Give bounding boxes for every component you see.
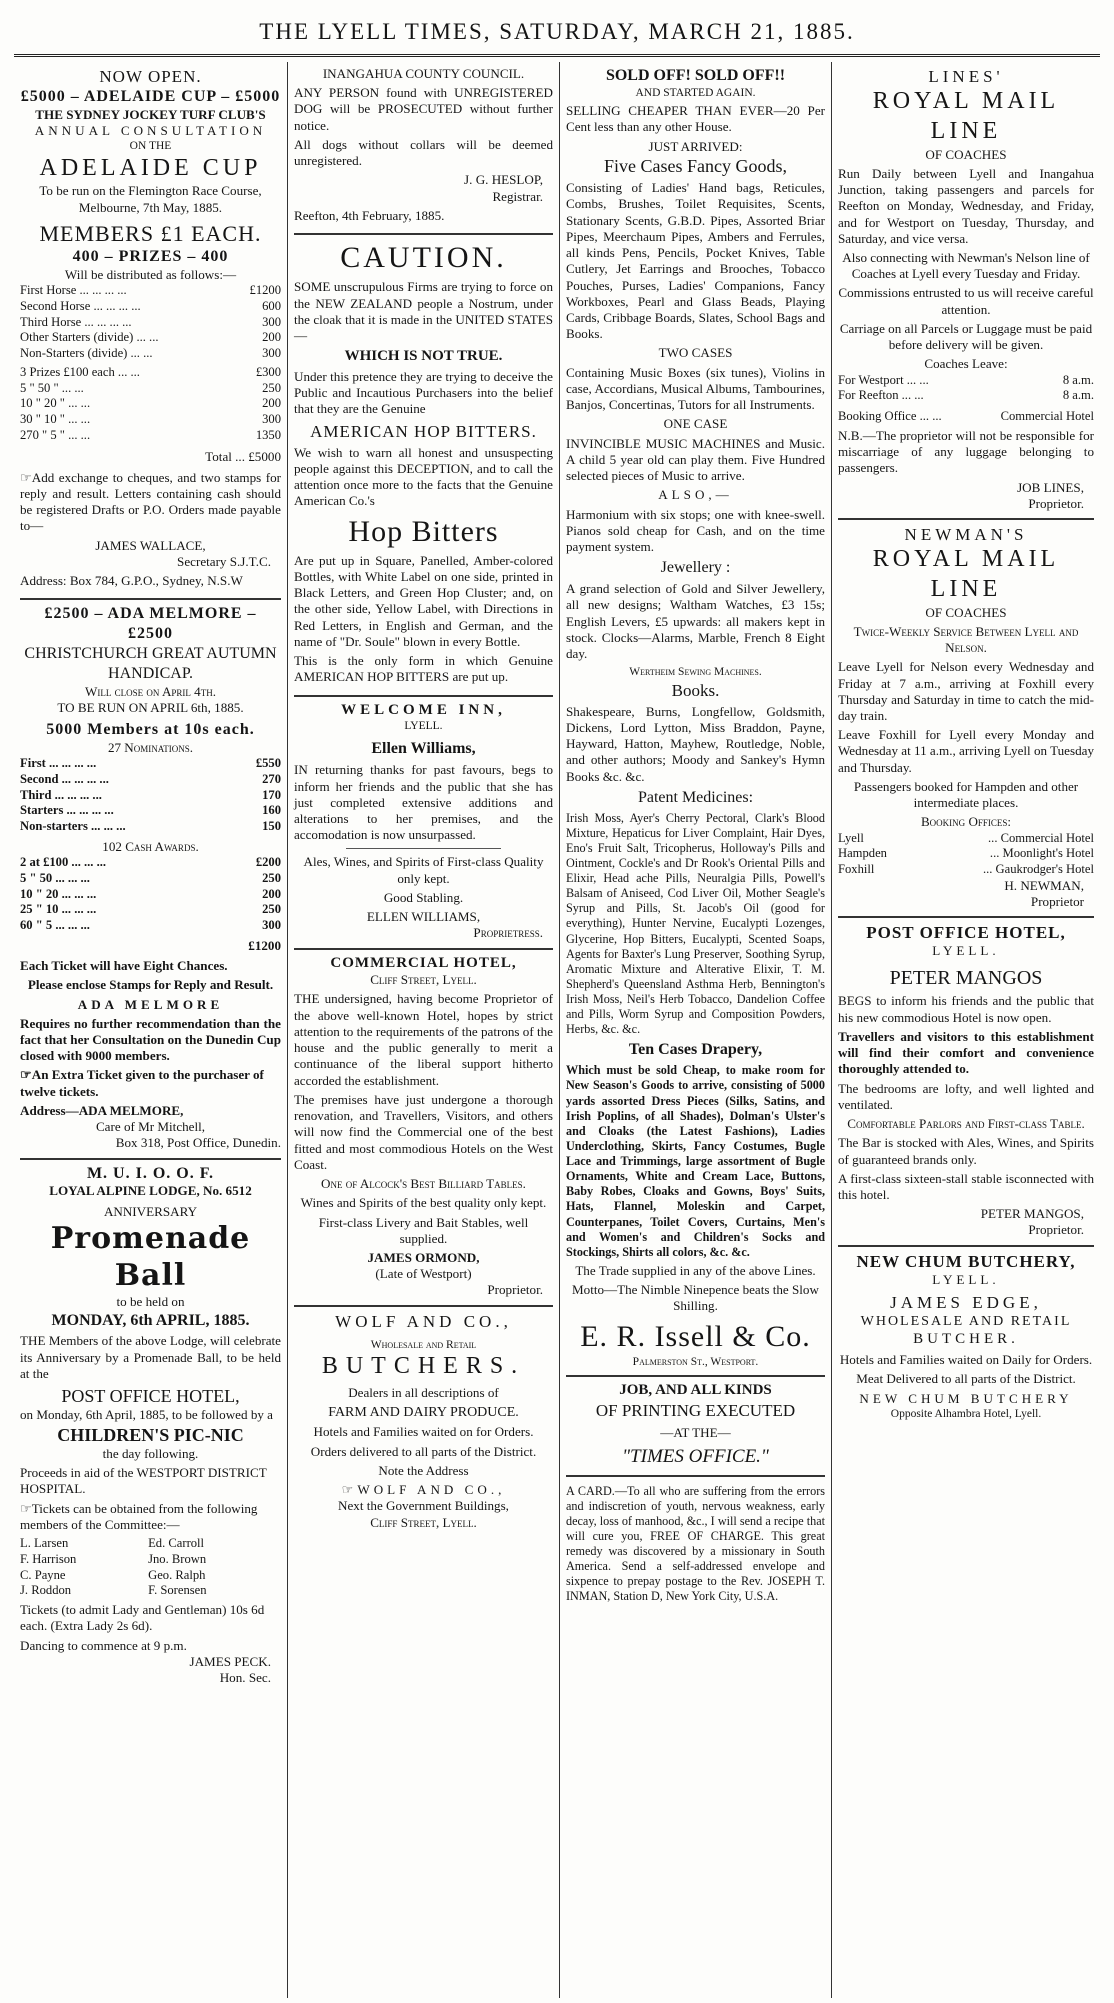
- table-row: [20, 772, 281, 788]
- consisting: Consisting of Ladies' Hand bags, Reticules, Combs, Brushes, Toilet Requisites, Scents, Stationary Scents, G.B.D. Pipes, Assorted Briar Pipes, Meerchaum Pipes, Ambers and Ferrules, all kinds Pens, Pencils, Pocket Knives, Table Cutlery, Jet Earrings and Brooches, Tobacco Pouches, Purses, Ladies' Companions, Fancy Workboxes, Pearl and Glass Beads, Playing Cards, Cribbage Boards, Slates, School Bags and Books.: [566, 180, 825, 342]
- table-row: [20, 396, 281, 412]
- shakespeare: Shakespeare, Burns, Longfellow, Goldsmith, Dickens, Lord Lytton, Miss Braddon, Payne, Hayward, Hatton, Mayhew, Routledge, Noble, and other authors; Moody and Sankey's Hymn Books &c. &c.: [566, 703, 825, 784]
- label: Foxhill: [838, 862, 875, 877]
- stable: A first-class sixteen-stall stable isconnected with this hotel.: [838, 1170, 1094, 1202]
- proceeds: Proceeds in aid of the WESTPORT DISTRICT HOSPITAL.: [20, 1465, 267, 1497]
- value: 300: [262, 918, 281, 933]
- livery: First-class Livery and Bait Stables, well supplied.: [318, 1214, 529, 1246]
- dist-table-2: [20, 365, 281, 444]
- heslop: J. G. HESLOP,: [464, 172, 543, 188]
- proprietor: Proprietor.: [487, 1282, 543, 1298]
- palmerston: Palmerston St., Westport.: [632, 1355, 759, 1368]
- premises: The premises have just undergone a thorough renovation, and Travellers, Visitors, and others will now find the Commercial one of the best fitted and most commodious Hotels on the West Coast.: [294, 1091, 553, 1172]
- put-up: Are put up in Square, Panelled, Amber-colored Bottles, with White Label on one side, printed in Black Letters, and Green Hop Cluster; and, on the other side, Yellow Label, with Directions in Red Letters, in English and German, and the name of "Dr. Soule" blown in every Bottle.: [294, 552, 553, 649]
- leave-table: [838, 373, 1094, 404]
- table-row: [20, 315, 281, 331]
- anniversary: ANNIVERSARY: [103, 1203, 198, 1219]
- committee-table: [20, 1536, 281, 1599]
- label: Second ... ... ... ...: [20, 771, 109, 786]
- post-office: POST OFFICE HOTEL,: [866, 923, 1066, 943]
- offices-table: [838, 831, 1094, 878]
- music: Containing Music Boxes (six tunes), Violins in case, Accordians, Musical Albums, Tambourines, Banjos, Concertinas, Tutors for all Instruments.: [566, 364, 825, 413]
- issell: E. R. Issell & Co.: [580, 1319, 811, 1353]
- masthead: THE LYELL TIMES, SATURDAY, MARCH 21, 1885.: [259, 19, 855, 44]
- reefton-date: Reefton, 4th February, 1885.: [294, 207, 445, 223]
- commissions: Commissions entrusted to us will receive careful attention.: [838, 285, 1094, 317]
- value: 300: [262, 346, 281, 361]
- jewellery: Jewellery :: [660, 559, 731, 577]
- value: 200: [262, 396, 281, 411]
- booking-table: [838, 409, 1094, 425]
- column-4: [832, 62, 1100, 1998]
- value: £200: [255, 855, 281, 870]
- started: AND STARTED AGAIN.: [635, 86, 756, 99]
- note: Note the Address: [378, 1462, 469, 1478]
- table-row: [20, 412, 281, 428]
- dealers: Dealers in all descriptions of: [348, 1384, 499, 1400]
- label: Other Starters (divide) ... ...: [20, 330, 159, 345]
- label: For Westport ... ...: [838, 372, 929, 387]
- table-row: [20, 855, 281, 871]
- wolf-addr: ☞WOLF AND CO.,: [341, 1482, 506, 1498]
- christchurch: CHRISTCHURCH GREAT AUTUMN HANDICAP.: [24, 645, 277, 682]
- cliff2: Cliff Street, Lyell.: [370, 1514, 477, 1530]
- new-chum-ad: [838, 1247, 1094, 1427]
- label: Second Horse ... ... ... ...: [20, 298, 141, 313]
- table-row: [20, 887, 281, 903]
- ellen-sig: ELLEN WILLIAMS,: [366, 909, 481, 925]
- table-row: [838, 409, 1094, 425]
- new-chum-2: NEW CHUM BUTCHERY: [859, 1390, 1073, 1406]
- label: For Reefton ... ...: [838, 388, 924, 403]
- address: Address: Box 784, G.P.O., Sydney, N.S.W: [20, 573, 243, 589]
- day-following: the day following.: [102, 1445, 199, 1461]
- newmans: NEWMAN'S: [904, 525, 1028, 544]
- table-row: [20, 918, 281, 934]
- hotels: Hotels and Families waited on for Orders.: [313, 1424, 534, 1440]
- motto: Motto—The Nimble Ninepence beats the Slow Shilling.: [572, 1282, 819, 1314]
- label: Starters ... ... ... ...: [20, 803, 114, 818]
- proprietor2: Proprietor: [1030, 894, 1084, 910]
- of-coaches-2: OF COACHES: [925, 604, 1007, 620]
- table-row: [20, 871, 281, 887]
- newman: H. NEWMAN,: [1004, 877, 1084, 893]
- table-row: [838, 846, 1094, 862]
- total: Total ... £5000: [205, 448, 281, 464]
- also-conn: Also connecting with Newman's Nelson line of Coaches at Lyell every Tuesday and Friday.: [842, 249, 1090, 282]
- member: J. Roddon: [20, 1583, 72, 1598]
- care-of: Care of Mr Mitchell,: [95, 1119, 206, 1135]
- lodge-ad: [20, 1160, 281, 1693]
- sold-off: SOLD OFF! SOLD OFF!!: [605, 67, 786, 84]
- tickets: ☞Tickets can be obtained from the following members of the Committee:—: [20, 1500, 258, 1532]
- value: 200: [262, 330, 281, 345]
- opposite: Opposite Alhambra Hotel, Lyell.: [890, 1407, 1042, 1420]
- harmonium: Harmonium with six stops; one with knee-swell. Pianos sold cheap for Cash, and on the time payment system.: [566, 506, 825, 555]
- wallace-title: Secretary S.J.T.C.: [177, 553, 271, 569]
- hotels-fam: Hotels and Families waited on Daily for Orders.: [839, 1352, 1093, 1368]
- wolf: WOLF AND CO.,: [335, 1311, 512, 1331]
- box: Box 318, Post Office, Dunedin.: [115, 1135, 281, 1151]
- billiard: One of Alcock's Best Billiard Tables.: [321, 1176, 526, 1192]
- lyell2: LYELL.: [932, 943, 1000, 959]
- royal-mail-2: ROYAL MAIL LINE: [872, 546, 1060, 602]
- requires: Requires no further recommendation than the fact that her Consultation on the Dunedin Cup closed with 9000 members.: [20, 1015, 281, 1064]
- registrar: Registrar.: [492, 188, 543, 204]
- label: 270 " 5 " ... ...: [20, 427, 91, 442]
- lyell3: LYELL.: [932, 1271, 1000, 1287]
- table-row: [20, 1552, 281, 1568]
- commercial-hotel-ad: [294, 950, 553, 1307]
- job: JOB, AND ALL KINDS: [619, 1382, 772, 1399]
- lyell: LYELL.: [404, 720, 443, 733]
- value: 250: [262, 870, 281, 885]
- proprietor1: Proprietor.: [1028, 495, 1084, 511]
- card-ad: [566, 1477, 825, 1614]
- carriage: Carriage on all Parcels or Luggage must be paid before delivery will be given.: [839, 320, 1093, 353]
- two-cases: TWO CASES: [658, 345, 733, 361]
- bar: The Bar is stocked with Ales, Wines, and Spirits of guaranteed brands only.: [838, 1135, 1094, 1167]
- ada-melmore-ad: [20, 600, 281, 1159]
- label: First Horse ... ... ... ...: [20, 283, 127, 298]
- adelaide: ADELAIDE CUP: [39, 154, 262, 181]
- label: 25 " 10 ... ... ...: [20, 902, 97, 917]
- label: Non-Starters (divide) ... ...: [20, 346, 153, 361]
- label: 10 " 20 " ... ...: [20, 396, 91, 411]
- value: 250: [262, 380, 281, 395]
- value: ... Commercial Hotel: [988, 830, 1094, 845]
- sjtc: THE SYDNEY JOCKEY TURF CLUB'S: [35, 106, 266, 122]
- card: A CARD.—To all who are suffering from the errors and indiscretion of youth, nervous weakness, early decay, loss of manhood, &c., I will send a recipe that will cure you, FREE OF CHARGE. This great remedy was discovered by a missionary in South America. Send a self-addressed envelope and sixpence to prepay postage to the Rev. JOSEPH T. INMAN, Station D, New York City, U.S.A.: [566, 1483, 825, 1604]
- value: 250: [262, 902, 281, 917]
- peck: JAMES PECK.: [189, 1653, 271, 1669]
- table-row: [20, 819, 281, 835]
- cup-title: £5000 – ADELAIDE CUP – £5000: [20, 88, 281, 106]
- label: 5 " 50 ... ... ...: [20, 870, 90, 885]
- one-case: ONE CASE: [663, 416, 728, 432]
- wallace: JAMES WALLACE,: [95, 537, 206, 553]
- value: 270: [262, 771, 281, 786]
- lines-ad: [838, 62, 1094, 520]
- printing: OF PRINTING EXECUTED: [595, 1400, 796, 1420]
- just-arrived: JUST ARRIVED:: [648, 138, 743, 154]
- table-row: [20, 346, 281, 362]
- undersigned: THE undersigned, having become Proprietor of the above well-known Hotel, hopes by strict attention to the requirements of the patrons of the house and the public generally to merit a continuance of the liberal support hitherto accorded the establishment.: [294, 991, 553, 1088]
- label: Hampden: [838, 846, 887, 861]
- run-daily: Run Daily between Lyell and Inangahua Junction, taking passengers and parcels for Reefton on Monday, Wednesday, and Friday, and for Westport on Tuesday, Thursday, and Saturday, and vice versa.: [838, 165, 1094, 246]
- coaches-leave: Coaches Leave:: [924, 356, 1008, 372]
- adelaide-cup-ad: [20, 62, 281, 600]
- members-text: THE Members of the above Lodge, will celebrate its Anniversary by a Promenade Ball, to be held at the: [20, 1333, 281, 1381]
- member: Ed. Carroll: [148, 1536, 205, 1551]
- label: 30 " 10 " ... ...: [20, 412, 91, 427]
- ten-cases: Ten Cases Drapery,: [628, 1041, 763, 1059]
- nominations: 27 Nominations.: [107, 740, 194, 755]
- meat: Meat Delivered to all parts of the District.: [856, 1371, 1076, 1387]
- grand: A grand selection of Gold and Silver Jewellery, all new designs; Waltham Watches, £3 15s; English Levers, £5 upwards: all makers kept in stock. Clocks—Alarms, Marble, French 8 Eight day.: [566, 581, 825, 662]
- value: 8 a.m.: [1062, 388, 1094, 403]
- column-2: [288, 62, 560, 1998]
- trade: The Trade supplied in any of the above Lines.: [575, 1262, 816, 1278]
- new-chum: NEW CHUM BUTCHERY,: [856, 1251, 1076, 1271]
- wholesale: Wholesale and Retail: [370, 1338, 477, 1351]
- member: Jno. Brown: [148, 1551, 207, 1566]
- orders: Orders delivered to all parts of the District.: [310, 1443, 537, 1459]
- ormond: JAMES ORMOND,: [367, 1249, 480, 1265]
- booking-offices: Booking Offices:: [920, 814, 1012, 830]
- also: ALSO,—: [658, 487, 733, 503]
- masthead-rule: [14, 54, 1100, 57]
- label: Third ... ... ... ...: [20, 787, 102, 802]
- table-row: [20, 299, 281, 315]
- stabling: Good Stabling.: [383, 889, 464, 905]
- cash-table: [20, 855, 281, 934]
- label: 2 at £100 ... ... ...: [20, 855, 107, 870]
- label: Third Horse ... ... ... ...: [20, 314, 132, 329]
- returning: IN returning thanks for past favours, begs to inform her friends and the public that she has just completed extensive additions and alterations to her premises, and the accomodation is now unsurpassed.: [294, 762, 553, 843]
- post-office-hotel-ad: [838, 918, 1094, 1246]
- value: 160: [262, 803, 281, 818]
- books: Books.: [671, 680, 720, 700]
- times-office: "TIMES OFFICE.": [622, 1445, 769, 1467]
- mangos-sig: PETER MANGOS,: [980, 1206, 1084, 1222]
- value: 8 a.m.: [1062, 372, 1094, 387]
- hop-bitters: Hop Bitters: [348, 514, 499, 548]
- label: Non-starters ... ... ...: [20, 819, 126, 834]
- caution: CAUTION.: [340, 241, 507, 275]
- james-edge: JAMES EDGE,: [890, 1293, 1042, 1312]
- five-cases: Five Cases Fancy Goods,: [604, 155, 787, 176]
- value: 300: [262, 314, 281, 329]
- butcher: BUTCHER.: [913, 1331, 1019, 1348]
- to-be-run: To be run on the Flemington Race Course, Melbourne, 7th May, 1885.: [39, 183, 262, 215]
- table-row: [20, 330, 281, 346]
- will-close: Will close on April 4th.: [85, 683, 216, 699]
- lodge: LOYAL ALPINE LODGE, No. 6512: [49, 1183, 252, 1199]
- distributed: Will be distributed as follows:—: [64, 266, 237, 282]
- table-row: [20, 902, 281, 918]
- bedrooms: The bedrooms are lofty, and well lighted and ventilated.: [838, 1080, 1094, 1112]
- value: 300: [262, 412, 281, 427]
- royal-mail: ROYAL MAIL LINE: [872, 88, 1060, 144]
- label: 3 Prizes £100 each ... ...: [20, 364, 140, 379]
- promenade: Promenade Ball: [50, 1220, 251, 1294]
- table-row: [20, 788, 281, 804]
- pohotel: POST OFFICE HOTEL,: [61, 1386, 240, 1407]
- proprietress: Proprietress.: [473, 925, 543, 941]
- extra-ticket: ☞An Extra Ticket given to the purchaser of twelve tickets.: [20, 1067, 264, 1099]
- followed: on Monday, 6th April, 1885, to be followed by a: [20, 1407, 273, 1423]
- nominations-table: [20, 756, 281, 835]
- not-true: WHICH IS NOT TRUE.: [344, 348, 503, 365]
- picnic: CHILDREN'S PIC-NIC: [57, 1424, 244, 1445]
- value: 1350: [255, 427, 281, 442]
- admit: Tickets (to admit Lady and Gentleman) 10s 6d each. (Extra Lady 2s 6d).: [20, 1602, 265, 1634]
- members: MEMBERS £1 EACH.: [39, 220, 262, 246]
- dog: ANY PERSON found with UNREGISTERED DOG will be PROSECUTED without further notice.: [294, 85, 553, 133]
- value: 600: [262, 298, 281, 313]
- member: F. Harrison: [20, 1551, 77, 1566]
- some: SOME unscrupulous Firms are trying to force on the NEW ZEALAND people a Nostrum, under the cloak that it is made in the UNITED STATES—: [294, 279, 553, 343]
- travellers: Travellers and visitors to this establishment will find their comfort and convenience thoroughly attended to.: [838, 1028, 1094, 1077]
- nb: N.B.—The proprietor will not be responsible for miscarriage of any luggage belonging to passengers.: [838, 427, 1094, 476]
- wines: Wines and Spirits of the best quality only kept.: [300, 1195, 547, 1211]
- value: 150: [262, 819, 281, 834]
- table-row: [20, 428, 281, 444]
- now-open: NOW OPEN.: [99, 67, 202, 86]
- warn: We wish to warn all honest and unsuspecting people against this DECEPTION, and to call the attention once more to the facts that the Genuine American Co.'s: [294, 444, 553, 509]
- late: (Late of Westport): [375, 1266, 472, 1282]
- welcome: WELCOME INN,: [341, 701, 506, 718]
- irish: Irish Moss, Ayer's Cherry Pectoral, Clark's Blood Mixture, Hepaticus for Liver Complaint, Hair Dyes, Eno's Fruit Salt, Tricopherus, Holloway's Pills and Ointment, Cockle's and Dr Rook's Oriental Pills and Elixir, Head ache Pills, Neuralgia Pills, Powell's Balsam of Aniseed, Cod Liver Oil, Mother Seagle's Syrup and Pills, St. Jacob's Oil (good for everything), Hunter Nervine, Eucalypti Lozenges, Glycerine, Hop Bitters, Eucalypti, Scented Soaps, Agents for Baxter's Lung Preserver, Soothing Syrup, Aromatic Mixture and Alterative Elixir, T. M. Shepherd's Queensland Asthma Herb, Bennington's Irish Moss, Neil's Herb Tobacco, Dandelion Coffee and Pills, Worm Syrup and Composition Powders, Herbs, &c. &c.: [566, 810, 825, 1037]
- parlors: Comfortable Parlors and First-class Table.: [847, 1116, 1085, 1132]
- value: £300: [255, 364, 281, 379]
- table-row: [838, 388, 1094, 404]
- dancing: Dancing to commence at 9 p.m.: [20, 1637, 187, 1653]
- selling: SELLING CHEAPER THAN EVER—20 Per Cent less than any other House.: [566, 103, 825, 135]
- column-1: [14, 62, 288, 1998]
- wolf-ad: [294, 1307, 553, 1537]
- muioof: M. U. I. O. O. F.: [86, 1164, 215, 1182]
- table-row: [838, 831, 1094, 847]
- leave-foxhill: Leave Foxhill for Lyell every Monday and Wednesday at 11 a.m., arriving Lyell on Tuesday and Thursday.: [838, 727, 1094, 775]
- table-row: [20, 381, 281, 397]
- only-form: This is the only form in which Genuine AMERICAN HOP BITTERS are put up.: [294, 653, 553, 685]
- value: £550: [255, 756, 281, 771]
- run-on: TO BE RUN ON APRIL 6th, 1885.: [57, 699, 244, 715]
- on-the: ON THE: [129, 140, 172, 153]
- table-row: [838, 373, 1094, 389]
- ada-name: ADA MELMORE: [77, 996, 224, 1012]
- job-lines: JOB LINES,: [1017, 479, 1084, 495]
- begs: BEGS to inform his friends and the public that his new commodious Hotel is now open.: [838, 993, 1094, 1025]
- twice: Twice-Weekly Service Between Lyell and Nelson.: [853, 623, 1079, 656]
- member: Geo. Ralph: [148, 1567, 206, 1582]
- next-to: Next the Government Buildings,: [338, 1498, 509, 1514]
- label: 5 " 50 " ... ...: [20, 380, 84, 395]
- patent: Patent Medicines:: [637, 788, 754, 806]
- wertheim: Wertheim Sewing Machines.: [629, 666, 762, 679]
- column-3: [560, 62, 832, 1998]
- value: 170: [262, 787, 281, 802]
- columns: [14, 62, 1100, 1998]
- table-row: [20, 1583, 281, 1599]
- address-ada: Address—ADA MELMORE,: [20, 1102, 184, 1118]
- label: 10 " 20 ... ... ...: [20, 886, 97, 901]
- council-ad: [294, 62, 553, 235]
- dist-table-1: [20, 283, 281, 362]
- monday: MONDAY, 6th APRIL, 1885.: [51, 1311, 250, 1329]
- member: F. Sorensen: [148, 1583, 207, 1598]
- ada-title: £2500 – ADA MELMORE – £2500: [44, 605, 257, 643]
- table-row: [20, 756, 281, 772]
- table-row: [20, 803, 281, 819]
- annual: ANNUAL CONSULTATION: [34, 123, 267, 139]
- wholesale-retail: WHOLESALE AND RETAIL: [860, 1314, 1072, 1330]
- table-row: [20, 1536, 281, 1552]
- lines: LINES': [928, 67, 1004, 86]
- value: £1200: [249, 283, 281, 298]
- divider: [346, 848, 501, 849]
- pretence: Under this pretence they are trying to deceive the Public and Incautious Purchasers into the belief that they are the Genuine: [294, 368, 553, 417]
- farm: FARM AND DAIRY PRODUCE.: [328, 1404, 519, 1420]
- amhop: AMERICAN HOP BITTERS.: [310, 421, 537, 441]
- council: INANGAHUA COUNTY COUNCIL.: [322, 66, 525, 81]
- invincible: INVINCIBLE MUSIC MACHINES and Music. A child 5 year old can play them. Five Hundred selected pieces of Music to arrive.: [566, 435, 825, 484]
- newmans-ad: [838, 520, 1094, 918]
- table-row: [20, 283, 281, 299]
- hon-sec: Hon. Sec.: [219, 1669, 271, 1685]
- collars: All dogs without collars will be deemed unregistered.: [294, 136, 553, 169]
- which: Which must be sold Cheap, to make room for New Season's Goods to arrive, consisting of 5000 yards assorted Dress Pieces (Silks, Satins, and Irish Poplins, of all Shades), Dolman's Ulster's and Cloaks (the Latest Fashions), Ladies Underclothing, Skirts, Fancy Costumes, Bugle Lace and Trimmings, large assortment of Bugle Ornaments, White and Cream Lace, Buttons, Baby Robes, Cloaks and Gowns, Boys' Suits, Hats, Flannel, Moleskin and Carpet, Counterpanes, Toilet Covers, Curtains, Men's and Women's and Children's Socks and Stockings, Shirts all colors, &c. &c.: [566, 1063, 825, 1259]
- value: ... Moonlight's Hotel: [989, 846, 1094, 861]
- caution-ad: [294, 235, 553, 697]
- label: First ... ... ... ...: [20, 756, 97, 771]
- cash-awards: 102 Cash Awards.: [102, 838, 199, 854]
- enclose: Please enclose Stamps for Reply and Result.: [27, 977, 274, 993]
- member: C. Payne: [20, 1567, 66, 1582]
- welcome-inn-ad: [294, 697, 553, 950]
- held-on: to be held on: [116, 1294, 185, 1310]
- prizes: 400 – PRIZES – 400: [72, 248, 229, 266]
- cliff: Cliff Street, Lyell.: [370, 972, 477, 988]
- mangos: PETER MANGOS: [889, 966, 1043, 989]
- of-coaches: OF COACHES: [925, 146, 1007, 162]
- sold-off-ad: [566, 62, 825, 1377]
- table-row: [20, 365, 281, 381]
- label: Booking Office ... ...: [838, 409, 942, 424]
- cash-total: £1200: [248, 937, 281, 953]
- proprietor3: Proprietor.: [1028, 1222, 1084, 1238]
- value: Commercial Hotel: [1000, 409, 1094, 424]
- value: ... Gaukrodger's Hotel: [982, 862, 1094, 877]
- member: L. Larsen: [20, 1536, 69, 1551]
- ales: Ales, Wines, and Spirits of First-class Quality only kept.: [303, 854, 544, 886]
- butchers: BUTCHERS.: [321, 1353, 526, 1379]
- passengers: Passengers booked for Hampden and other intermediate places.: [853, 778, 1079, 811]
- printing-ad: [566, 1377, 825, 1476]
- five-thousand: 5000 Members at 10s each.: [46, 721, 255, 739]
- at-the: —AT THE—: [660, 1424, 731, 1440]
- commercial: COMMERCIAL HOTEL,: [330, 954, 517, 971]
- table-row: [20, 1568, 281, 1584]
- table-row: [838, 862, 1094, 878]
- exchange: ☞Add exchange to cheques, and two stamps for reply and result. Letters containing cash should be registered Drafts or P.O. Orders made payable to—: [20, 469, 281, 534]
- eight-chances: Each Ticket will have Eight Chances.: [20, 958, 228, 974]
- leave-lyell: Leave Lyell for Nelson every Wednesday and Friday at 7 a.m., arriving at Foxhill every Thursday and Saturday in time to catch the mid-day train.: [838, 659, 1094, 723]
- ellen: Ellen Williams,: [371, 740, 476, 758]
- value: 200: [262, 886, 281, 901]
- label: Lyell: [838, 830, 864, 845]
- label: 60 " 5 ... ... ...: [20, 918, 90, 933]
